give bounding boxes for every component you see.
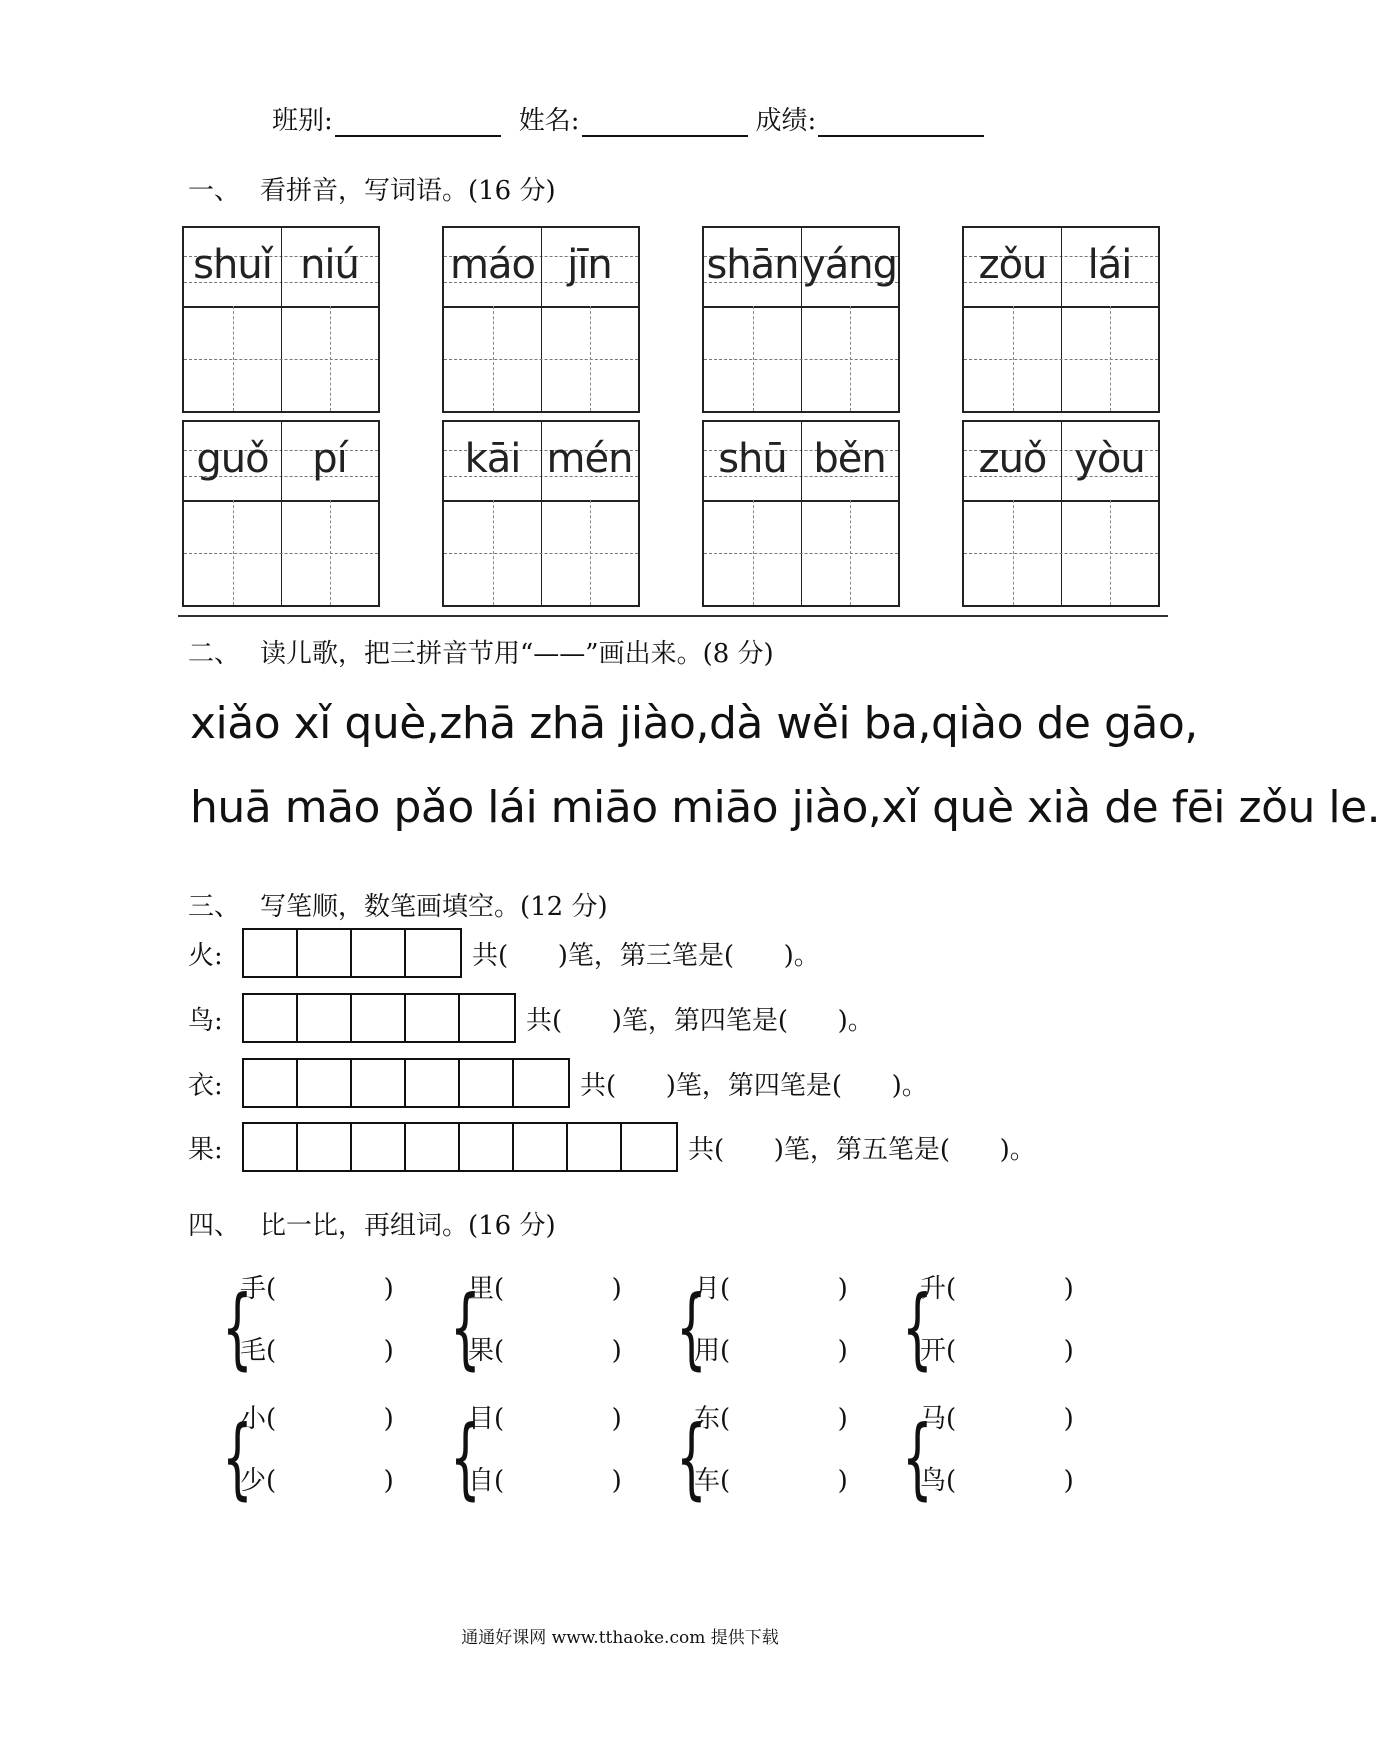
- stroke-question: 共( )笔，第四笔是( )。: [580, 1070, 928, 1101]
- section-divider: [178, 615, 1168, 617]
- section4-number: 四、: [188, 1211, 241, 1241]
- section4-title: 比一比，再组词。(16 分): [260, 1211, 556, 1241]
- stroke-cell[interactable]: [514, 1060, 568, 1106]
- stroke-cell[interactable]: [244, 995, 298, 1041]
- pinyin-syllable: lái: [1087, 242, 1132, 288]
- stroke-cell[interactable]: [460, 1060, 514, 1106]
- compare-word-blank[interactable]: 升( ): [920, 1274, 1074, 1304]
- section3-number: 三、: [188, 892, 241, 922]
- stroke-question: 共( )笔，第四笔是( )。: [526, 1005, 874, 1036]
- brace-icon: {: [902, 1406, 933, 1509]
- stroke-cell[interactable]: [352, 995, 406, 1041]
- compare-group: [222, 1268, 452, 1388]
- pinyin-syllable: shū: [718, 436, 787, 482]
- pinyin-writing-box[interactable]: [442, 226, 640, 413]
- stroke-cell[interactable]: [352, 1124, 406, 1170]
- pinyin-syllable: guǒ: [196, 436, 269, 482]
- stroke-row: [188, 1058, 928, 1108]
- compare-group: [902, 1398, 1132, 1518]
- stroke-cell[interactable]: [406, 995, 460, 1041]
- stroke-character: 果:: [188, 1134, 223, 1165]
- pinyin-writing-box[interactable]: [182, 420, 380, 607]
- stroke-character: 火:: [188, 940, 223, 971]
- stroke-cell[interactable]: [514, 1124, 568, 1170]
- stroke-cells: [242, 1122, 678, 1172]
- pinyin-writing-box[interactable]: [182, 226, 380, 413]
- stroke-cells: [242, 993, 516, 1043]
- compare-word-blank[interactable]: 自( ): [468, 1466, 622, 1496]
- compare-word-blank[interactable]: 目( ): [468, 1404, 622, 1434]
- stroke-cell[interactable]: [406, 1124, 460, 1170]
- class-blank[interactable]: [335, 103, 501, 137]
- stroke-cell[interactable]: [298, 930, 352, 976]
- stroke-cell[interactable]: [352, 930, 406, 976]
- class-label: 班别:: [272, 106, 333, 136]
- brace-icon: {: [902, 1276, 933, 1379]
- pinyin-syllable: mén: [546, 436, 633, 482]
- stroke-question: 共( )笔，第五笔是( )。: [688, 1134, 1036, 1165]
- name-label: 姓名:: [518, 106, 580, 136]
- pinyin-syllable: běn: [813, 436, 886, 482]
- stroke-question: 共( )笔，第三笔是( )。: [472, 940, 820, 971]
- compare-group: [902, 1268, 1132, 1388]
- pinyin-syllable: niú: [300, 242, 359, 288]
- compare-group: [676, 1268, 906, 1388]
- pinyin-writing-box[interactable]: [442, 420, 640, 607]
- compare-word-blank[interactable]: 车( ): [694, 1466, 848, 1496]
- section2-heading: [188, 633, 774, 670]
- stroke-cells: [242, 928, 462, 978]
- section3-title: 写笔顺，数笔画填空。(12 分): [260, 892, 608, 922]
- brace-icon: {: [450, 1406, 481, 1509]
- compare-word-blank[interactable]: 手( ): [240, 1274, 394, 1304]
- stroke-cell[interactable]: [622, 1124, 676, 1170]
- pinyin-syllable: zǒu: [978, 242, 1047, 288]
- compare-word-blank[interactable]: 果( ): [468, 1336, 622, 1366]
- stroke-cell[interactable]: [460, 995, 514, 1041]
- compare-word-blank[interactable]: 少( ): [240, 1466, 394, 1496]
- rhyme-line-1: xiǎo xǐ què,zhā zhā jiào,dà wěi ba,qiào de gāo,: [190, 698, 1198, 749]
- stroke-cell[interactable]: [244, 1060, 298, 1106]
- compare-group: [222, 1398, 452, 1518]
- pinyin-writing-box[interactable]: [962, 420, 1160, 607]
- pinyin-writing-box[interactable]: [702, 420, 900, 607]
- brace-icon: {: [450, 1276, 481, 1379]
- section2-number: 二、: [188, 639, 241, 669]
- stroke-character: 鸟:: [188, 1005, 223, 1036]
- section3-heading: [188, 886, 608, 923]
- compare-group: [450, 1398, 680, 1518]
- student-info-header: [272, 100, 992, 137]
- pinyin-writing-box[interactable]: [702, 226, 900, 413]
- brace-icon: {: [676, 1276, 707, 1379]
- stroke-cell[interactable]: [568, 1124, 622, 1170]
- pinyin-syllable: kāi: [464, 436, 521, 482]
- section1-heading: [188, 170, 556, 207]
- stroke-cell[interactable]: [244, 930, 298, 976]
- section4-heading: [188, 1205, 556, 1242]
- stroke-row: [188, 993, 874, 1043]
- stroke-cell[interactable]: [460, 1124, 514, 1170]
- pinyin-syllable: zuǒ: [978, 436, 1047, 482]
- stroke-cell[interactable]: [298, 1060, 352, 1106]
- score-blank[interactable]: [818, 103, 984, 137]
- pinyin-writing-box[interactable]: [962, 226, 1160, 413]
- pinyin-syllable: yáng: [802, 242, 897, 288]
- section2-title: 读儿歌，把三拼音节用“——”画出来。(8 分): [260, 639, 774, 669]
- pinyin-syllable: jīn: [567, 242, 612, 288]
- pinyin-syllable: shān: [706, 242, 799, 288]
- stroke-cells: [242, 1058, 570, 1108]
- compare-group: [450, 1268, 680, 1388]
- stroke-cell[interactable]: [406, 1060, 460, 1106]
- brace-icon: {: [676, 1406, 707, 1509]
- stroke-cell[interactable]: [406, 930, 460, 976]
- rhyme-line-2: huā māo pǎo lái miāo miāo jiào,xǐ què xià de fēi zǒu le.: [190, 782, 1380, 833]
- stroke-row: [188, 1122, 1036, 1172]
- stroke-cell[interactable]: [352, 1060, 406, 1106]
- compare-word-blank[interactable]: 小( ): [240, 1404, 394, 1434]
- score-label: 成绩:: [755, 106, 817, 136]
- compare-word-blank[interactable]: 月( ): [694, 1274, 848, 1304]
- stroke-row: [188, 928, 820, 978]
- stroke-cell[interactable]: [298, 1124, 352, 1170]
- compare-word-blank[interactable]: 开( ): [920, 1336, 1074, 1366]
- brace-icon: {: [222, 1276, 253, 1379]
- compare-word-blank[interactable]: 里( ): [468, 1274, 622, 1304]
- compare-word-blank[interactable]: 鸟( ): [920, 1466, 1074, 1496]
- name-blank[interactable]: [582, 103, 748, 137]
- compare-word-blank[interactable]: 毛( ): [240, 1336, 394, 1366]
- footer-credit: 通通好课网 www.tthaoke.com 提供下载: [461, 1628, 779, 1648]
- pinyin-syllable: pí: [312, 436, 347, 482]
- pinyin-syllable: yòu: [1074, 436, 1145, 482]
- stroke-cell[interactable]: [298, 995, 352, 1041]
- brace-icon: {: [222, 1406, 253, 1509]
- compare-word-blank[interactable]: 用( ): [694, 1336, 848, 1366]
- stroke-cell[interactable]: [244, 1124, 298, 1170]
- compare-word-blank[interactable]: 马( ): [920, 1404, 1074, 1434]
- pinyin-syllable: shuǐ: [193, 242, 272, 288]
- compare-word-blank[interactable]: 东( ): [694, 1404, 848, 1434]
- compare-group: [676, 1398, 906, 1518]
- pinyin-syllable: máo: [450, 242, 535, 288]
- stroke-character: 衣:: [188, 1070, 223, 1101]
- section1-number: 一、: [188, 176, 241, 206]
- section1-title: 看拼音，写词语。(16 分): [260, 176, 556, 206]
